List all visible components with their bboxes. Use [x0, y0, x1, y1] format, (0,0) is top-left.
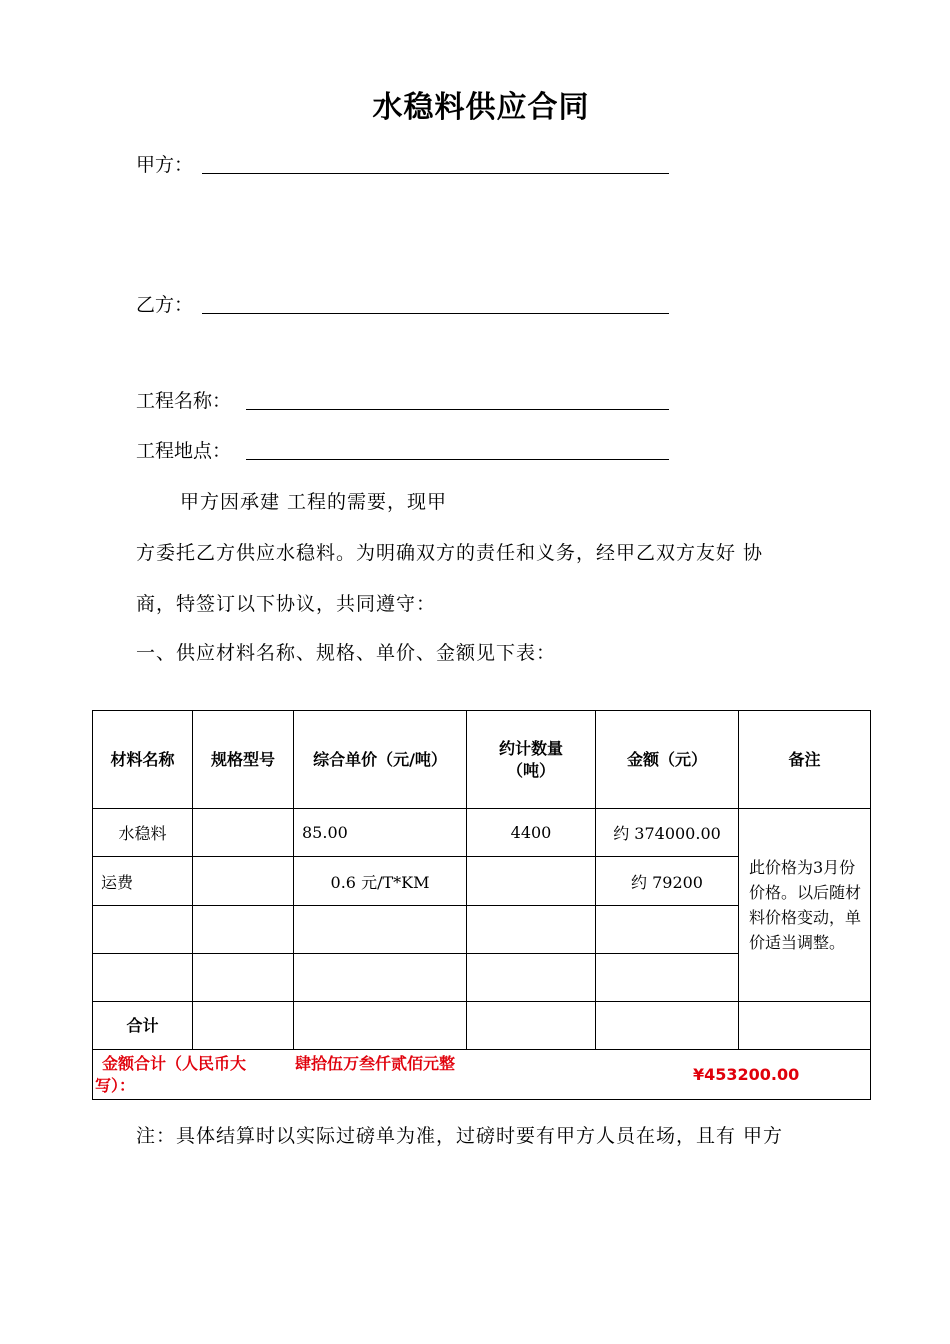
table-total-row	[93, 1002, 871, 1050]
sum-label: 金额合计（人民币大写）：	[95, 1054, 247, 1095]
cell-unit-price: 85.00	[294, 809, 467, 857]
intro-line-3: 商，特签订以下协议，共同遵守：	[136, 593, 437, 615]
sum-chinese: 肆拾伍万叁仟贰佰元整	[295, 1054, 456, 1073]
party-b-label: 乙方：	[136, 294, 194, 316]
party-a-field[interactable]	[202, 173, 669, 174]
cell-quantity	[467, 857, 596, 906]
cell-amount: 约 374000.00	[596, 809, 739, 857]
cell-empty	[596, 1002, 739, 1050]
cell-total-label: 合计	[93, 1002, 193, 1050]
cell-material-name: 运费	[93, 857, 193, 906]
header-amount: 金额（元）	[596, 711, 739, 809]
cell-empty	[294, 1002, 467, 1050]
cell-quantity	[467, 906, 596, 954]
sum-number: ¥453200.00	[693, 1065, 800, 1084]
cell-unit-price: 0.6 元/T*KM	[294, 857, 467, 906]
cell-unit-price	[294, 954, 467, 1002]
table-sum-row	[93, 1050, 871, 1100]
materials-table	[92, 710, 871, 1100]
cell-amount	[596, 954, 739, 1002]
cell-quantity: 4400	[467, 809, 596, 857]
party-b-field[interactable]	[202, 313, 669, 314]
footnote: 注：具体结算时以实际过磅单为准，过磅时要有甲方人员在场，且有 甲方	[136, 1125, 784, 1147]
cell-material-name: 水稳料	[93, 809, 193, 857]
cell-empty	[739, 1002, 871, 1050]
cell-material-name	[93, 954, 193, 1002]
header-quantity: 约计数量 （吨）	[467, 711, 596, 809]
table-header-row	[93, 711, 871, 809]
document-title: 水稳料供应合同	[372, 90, 590, 125]
section-1-heading: 一、供应材料名称、规格、单价、金额见下表：	[136, 642, 557, 664]
cell-quantity	[467, 954, 596, 1002]
project-name-field[interactable]	[246, 409, 669, 410]
header-spec: 规格型号	[193, 711, 294, 809]
cell-spec	[193, 857, 294, 906]
project-location-label: 工程地点：	[136, 440, 232, 462]
cell-empty	[193, 1002, 294, 1050]
table-row	[93, 809, 871, 857]
cell-sum	[93, 1050, 871, 1100]
party-a-label: 甲方：	[136, 154, 194, 176]
project-name-label: 工程名称：	[136, 390, 232, 412]
cell-spec	[193, 906, 294, 954]
project-location-field[interactable]	[246, 459, 669, 460]
cell-spec	[193, 954, 294, 1002]
cell-amount: 约 79200	[596, 857, 739, 906]
cell-amount	[596, 906, 739, 954]
cell-empty	[467, 1002, 596, 1050]
header-unit-price: 综合单价（元/吨）	[294, 711, 467, 809]
cell-spec	[193, 809, 294, 857]
intro-line-2: 方委托乙方供应水稳料。为明确双方的责任和义务，经甲乙双方友好 协	[136, 542, 764, 564]
cell-material-name	[93, 906, 193, 954]
header-remark: 备注	[739, 711, 871, 809]
header-material-name: 材料名称	[93, 711, 193, 809]
intro-line-1: 甲方因承建 工程的需要，现甲	[180, 491, 448, 513]
cell-unit-price	[294, 906, 467, 954]
cell-remark: 此价格为3月份价格。以后随材料价格变动，单价适当调整。	[739, 809, 871, 1002]
